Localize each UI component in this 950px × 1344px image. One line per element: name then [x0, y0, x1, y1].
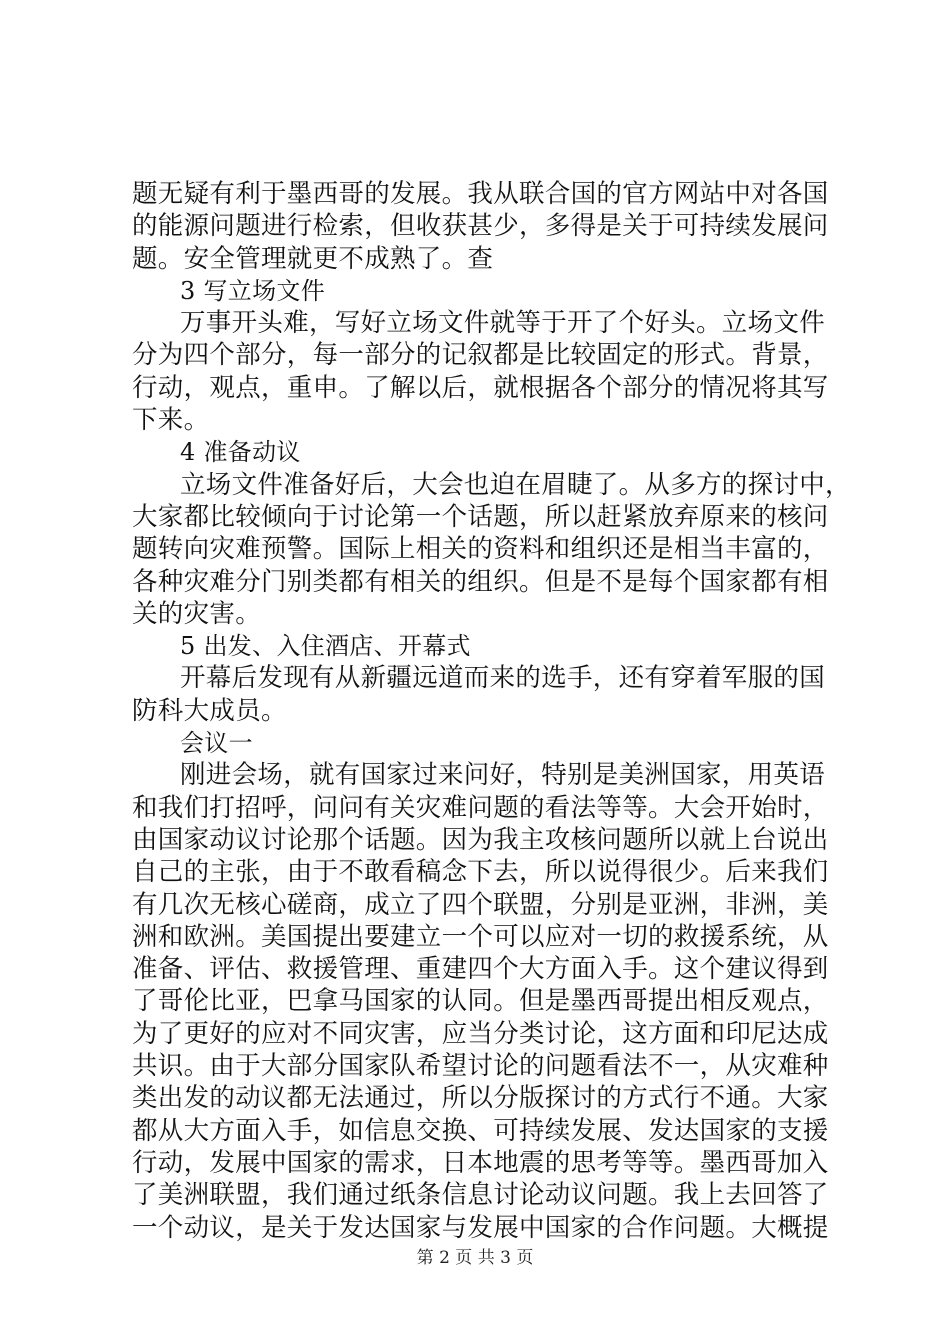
- text-line: 各种灾难分门别类都有相关的组织。但是不是每个国家都有相: [132, 566, 829, 597]
- text-line: 分为四个部分，每一部分的记叙都是比较固定的形式。背景，: [132, 340, 829, 371]
- text-line: 和我们打招呼，问问有关灾难问题的看法等等。大会开始时，: [132, 792, 829, 823]
- text-line: 了美洲联盟，我们通过纸条信息讨论动议问题。我上去回答了: [132, 1180, 829, 1211]
- text-line: 立场文件准备好后，大会也迫在眉睫了。从多方的探讨中，: [180, 469, 851, 500]
- text-line: 为了更好的应对不同灾害，应当分类讨论，这方面和印尼达成: [132, 1018, 829, 1049]
- document-body: [132, 178, 851, 1244]
- text-line: 了哥伦比亚，巴拿马国家的认同。但是墨西哥提出相反观点，: [132, 986, 829, 1017]
- text-line: 大家都比较倾向于讨论第一个话题，所以赶紧放弃原来的核问: [132, 501, 829, 532]
- section-heading: 会议一: [180, 729, 253, 758]
- text-line: 自己的主张，由于不敢看稿念下去，所以说得很少。后来我们: [132, 857, 829, 888]
- text-line: 刚进会场，就有国家过来问好，特别是美洲国家，用英语: [180, 760, 826, 791]
- text-line: 由国家动议讨论那个话题。因为我主攻核问题所以就上台说出: [132, 824, 829, 855]
- text-line: 洲和欧洲。美国提出要建立一个可以应对一切的救援系统，从: [132, 921, 829, 952]
- text-line: 都从大方面入手，如信息交换、可持续发展、发达国家的支援: [132, 1115, 829, 1146]
- section-heading: 5 出发、入住酒店、开幕式: [180, 632, 471, 661]
- text-line: 共识。由于大部分国家队希望讨论的问题看法不一，从灾难种: [132, 1051, 829, 1082]
- page-footer: 第 2 页 共 3 页: [416, 1248, 534, 1268]
- text-line: 准备、评估、救援管理、重建四个大方面入手。这个建议得到: [132, 954, 829, 985]
- text-line: 万事开头难，写好立场文件就等于开了个好头。立场文件: [180, 308, 826, 339]
- text-line: 有几次无核心磋商，成立了四个联盟，分别是亚洲，非洲，美: [132, 889, 829, 920]
- text-line: 题无疑有利于墨西哥的发展。我从联合国的官方网站中对各国: [132, 179, 829, 209]
- text-line: 开幕后发现有从新疆远道而来的选手，还有穿着军服的国: [180, 663, 826, 694]
- text-line: 行动，观点，重申。了解以后，就根据各个部分的情况将其写: [132, 372, 829, 403]
- text-line: 行动，发展中国家的需求，日本地震的思考等等。墨西哥加入: [132, 1147, 829, 1178]
- section-heading: 4 准备动议: [180, 438, 301, 467]
- section-heading: 3 写立场文件: [180, 276, 325, 305]
- text-line: 的能源问题进行检索，但收获甚少，多得是关于可持续发展问: [132, 211, 829, 242]
- text-line: 题。安全管理就更不成熟了。查: [132, 243, 494, 274]
- text-line: 一个动议，是关于发达国家与发展中国家的合作问题。大概提: [132, 1212, 829, 1243]
- text-line: 关的灾害。: [132, 598, 262, 629]
- text-line: 下来。: [132, 405, 210, 436]
- text-line: 类出发的动议都无法通过，所以分版探讨的方式行不通。大家: [132, 1083, 829, 1114]
- text-line: 防科大成员。: [132, 695, 287, 726]
- text-line: 题转向灾难预警。国际上相关的资料和组织还是相当丰富的，: [132, 534, 829, 565]
